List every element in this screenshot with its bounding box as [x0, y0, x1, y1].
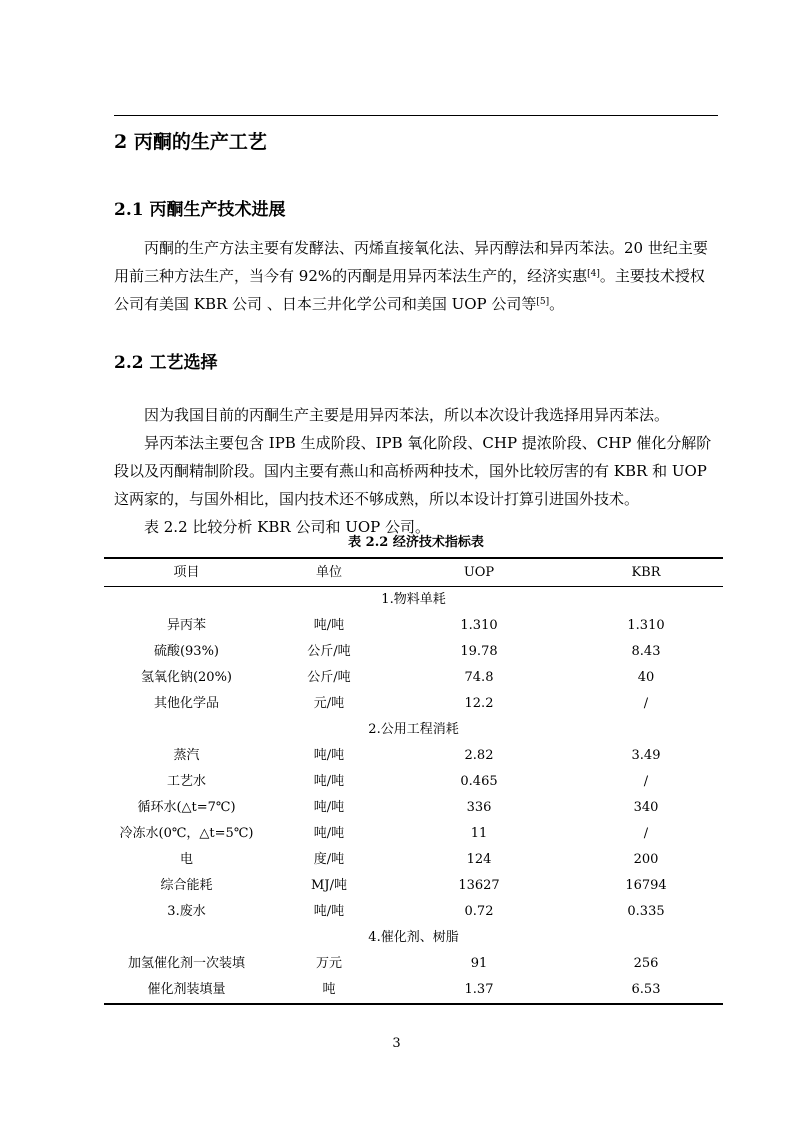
table-cell: 元/吨	[313, 696, 345, 711]
table-row	[104, 951, 723, 977]
table-cell: 3.49	[631, 748, 661, 763]
section-2-1-paragraph	[114, 234, 718, 318]
table-cell: 16794	[625, 878, 667, 893]
table-cell: 91	[470, 956, 488, 971]
paragraph-text: 丙酮的生产方法主要有发酵法、丙烯直接氧化法、异丙醇法和异丙苯法。20 世纪主要用前三种方法生产，当今有 92%的丙酮是用异丙苯法生产的，经济实惠	[114, 239, 708, 285]
table-cell: 11	[470, 826, 488, 841]
table-cell: /	[643, 696, 649, 711]
economic-indicator-table	[104, 557, 723, 1005]
table-cell: 340	[633, 800, 659, 815]
table-cell: 256	[633, 956, 659, 971]
table-cell: 其他化学品	[153, 696, 219, 711]
table-cell: 吨/吨	[313, 774, 345, 789]
table-cell: 0.465	[460, 774, 498, 789]
section-label: 4.催化剂、树脂	[368, 930, 459, 945]
table-cell: 吨/吨	[313, 800, 345, 815]
table-cell: 1.37	[389, 977, 569, 1004]
table-cell: /	[643, 826, 649, 841]
column-header: 单位	[269, 558, 389, 587]
table-row	[104, 795, 723, 821]
table-header-row	[104, 558, 723, 587]
table-cell: 循环水(△t=7℃)	[137, 800, 236, 815]
table-row	[104, 821, 723, 847]
table-section-row	[104, 587, 723, 614]
chapter-heading: 2 丙酮的生产工艺	[114, 131, 267, 153]
section-label: 2.公用工程消耗	[368, 722, 459, 737]
table-cell: 蒸汽	[173, 748, 200, 763]
table-cell: /	[643, 774, 649, 789]
table-cell: 40	[637, 670, 655, 685]
section-heading-2-2: 2.2 工艺选择	[114, 353, 218, 373]
table-cell: 吨/吨	[313, 618, 345, 633]
table-row	[104, 977, 723, 1004]
table-cell: 度/吨	[313, 852, 345, 867]
section-heading-2-1: 2.1 丙酮生产技术进展	[114, 200, 286, 220]
table-caption: 表 2.2 经济技术指标表	[348, 535, 484, 550]
table-cell: 74.8	[464, 670, 494, 685]
table-row	[104, 899, 723, 925]
paragraph: 表 2.2 比较分析 KBR 公司和 UOP 公司。	[144, 518, 431, 536]
table-row	[104, 743, 723, 769]
table-cell: 12.2	[464, 696, 494, 711]
table-row	[104, 769, 723, 795]
citation-ref: [5]	[536, 297, 550, 307]
column-header: 项目	[104, 558, 269, 587]
table-row	[104, 665, 723, 691]
table-cell: 工艺水	[166, 774, 206, 789]
table-section-row	[104, 925, 723, 951]
section-label: 1.物料单耗	[381, 592, 446, 607]
table-cell: 氢氧化钠(20%)	[140, 670, 233, 685]
paragraph-text: 。主要技术授权公司有美国 KBR 公司 、日本三井化学公司和美国 UOP 公司等	[114, 267, 705, 313]
table-cell: 综合能耗	[160, 878, 213, 893]
table-cell: 吨/吨	[313, 826, 345, 841]
table-cell: 公斤/吨	[307, 644, 351, 659]
table-row	[104, 873, 723, 899]
table-cell: 2.82	[464, 748, 494, 763]
table-cell: 1.310	[460, 618, 498, 633]
table-cell: 电	[179, 852, 193, 867]
paragraph-text: 。	[549, 295, 565, 313]
table-cell: 硫酸(93%)	[153, 644, 220, 659]
table-cell: 200	[633, 852, 659, 867]
column-header: UOP	[389, 558, 569, 587]
table-cell: 0.72	[464, 904, 494, 919]
column-header: KBR	[569, 558, 723, 587]
table-cell: 1.310	[627, 618, 665, 633]
table-cell: 0.335	[627, 904, 665, 919]
table-cell: 13627	[458, 878, 500, 893]
table-row	[104, 847, 723, 873]
table-row	[104, 691, 723, 717]
paragraph: 因为我国目前的丙酮生产主要是用异丙苯法，所以本次设计我选择用异丙苯法。	[144, 406, 670, 424]
table-row	[104, 639, 723, 665]
table-cell: 吨/吨	[313, 748, 345, 763]
page-number: 3	[392, 1036, 401, 1051]
table-section-row	[104, 717, 723, 743]
table-cell: 万元	[315, 956, 342, 971]
table-cell: 3.废水	[167, 904, 206, 919]
table-cell: 加氢催化剂一次装填	[127, 956, 245, 971]
paragraph: 异丙苯法主要包含 IPB 生成阶段、IPB 氧化阶段、CHP 提浓阶段、CHP 催化分解阶段以及丙酮精制阶段。国内主要有燕山和高桥两种技术，国外比较厉害的有 KBR 和 UOP 这两家的，与国外相比，国内技术还不够成熟，所以本设计打算引进国外技术。	[114, 434, 712, 508]
table-cell: 催化剂装填量	[104, 977, 269, 1004]
table-cell: 公斤/吨	[307, 670, 351, 685]
citation-ref: [4]	[587, 269, 600, 279]
table-cell: 异丙苯	[166, 618, 206, 633]
header-rule	[114, 115, 718, 116]
table-cell: 冷冻水(0℃，△t=5℃)	[119, 826, 254, 841]
table-row	[104, 613, 723, 639]
table-cell: 6.53	[569, 977, 723, 1004]
table-cell: MJ/吨	[311, 878, 347, 893]
table-cell: 吨/吨	[313, 904, 345, 919]
table-cell: 吨	[269, 977, 389, 1004]
table-cell: 8.43	[631, 644, 661, 659]
table-cell: 124	[466, 852, 492, 867]
table-cell: 336	[466, 800, 492, 815]
table-cell: 19.78	[460, 644, 498, 659]
section-2-2-paragraphs	[114, 401, 718, 541]
